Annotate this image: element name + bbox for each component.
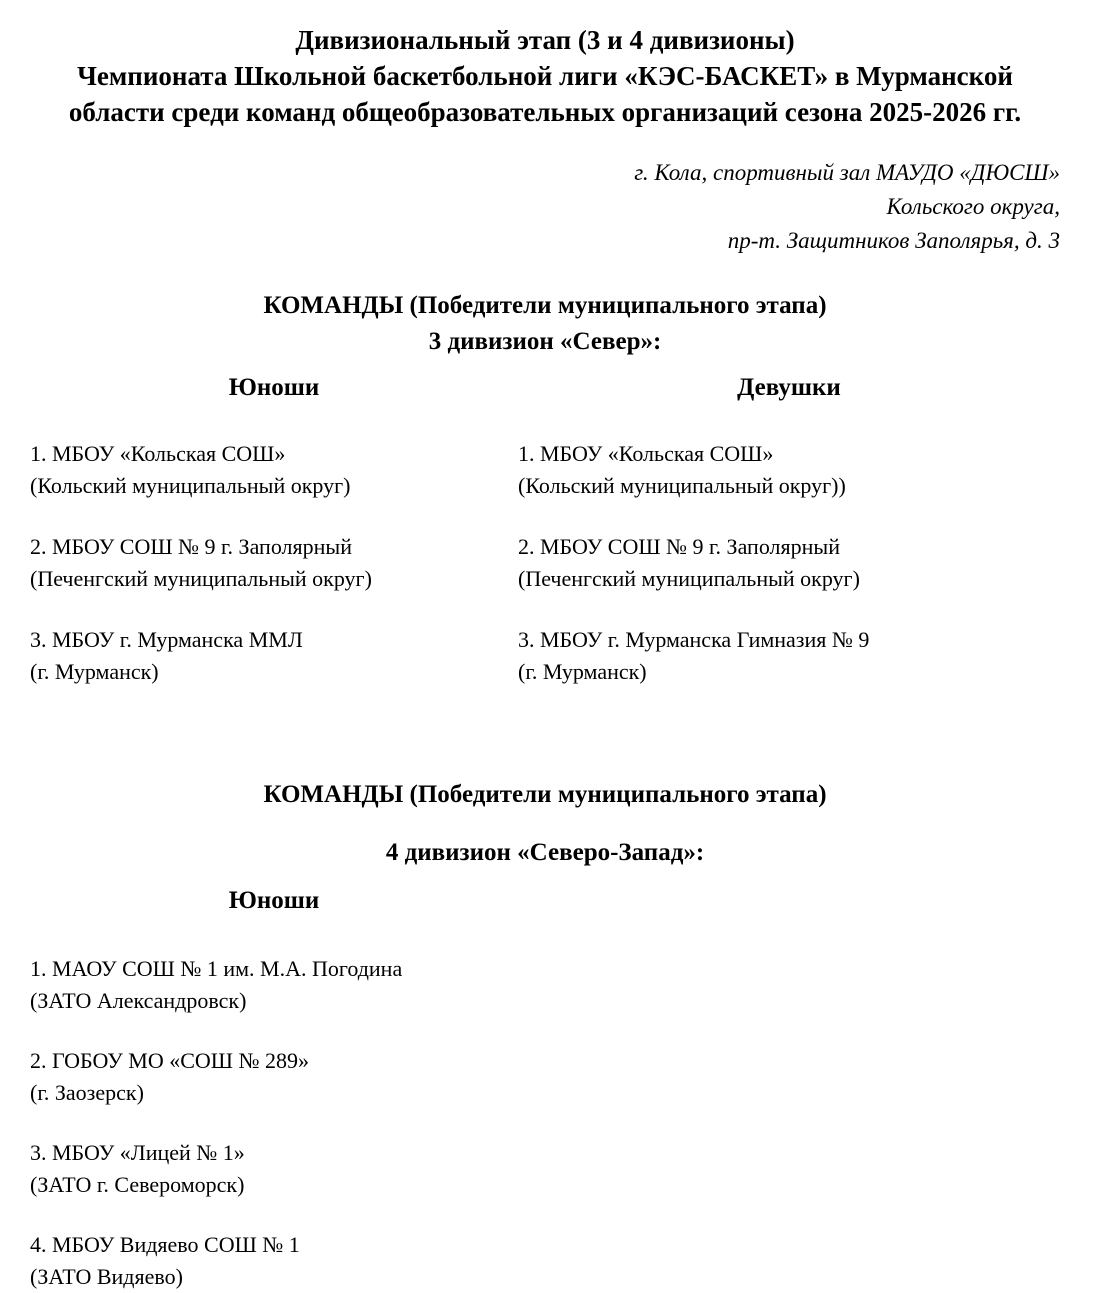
division-subheading: 3 дивизион «Север»: (428, 328, 662, 355)
team-entry (30, 1137, 1060, 1201)
team-location: (ЗАТО Видяево) (30, 1264, 183, 1289)
team-location: (ЗАТО Александровск) (30, 988, 247, 1013)
team-name: 3. МБОУ г. Мурманска Гимназия № 9 (518, 627, 870, 652)
team-location: (г. Мурманск) (30, 659, 159, 684)
document-title (30, 22, 1060, 130)
column-headers-row (30, 887, 1060, 915)
team-name: 1. МАОУ СОШ № 1 им. М.А. Погодина (30, 956, 403, 981)
team-location: (г. Мурманск) (518, 659, 647, 684)
team-name: 2. МБОУ СОШ № 9 г. Заполярный (518, 534, 840, 559)
team-name: 1. МБОУ «Кольская СОШ» (30, 441, 286, 466)
teams-columns (30, 438, 1060, 717)
section-heading: КОМАНДЫ (Победители муниципального этапа) (263, 292, 827, 319)
venue-line-3: пр-т. Защитников Заполярья, д. 3 (727, 228, 1060, 253)
team-name: 3. МБОУ г. Мурманска ММЛ (30, 627, 303, 652)
team-location: (Печенгский муниципальный округ) (30, 566, 372, 591)
venue-address (30, 156, 1060, 258)
title-line-1: Дивизиональный этап (3 и 4 дивизионы) (295, 25, 795, 55)
team-name: 1. МБОУ «Кольская СОШ» (518, 441, 774, 466)
team-location: (Печенгский муниципальный округ) (518, 566, 860, 591)
team-entry (30, 438, 518, 502)
boys-team-list (30, 953, 1060, 1293)
section-heading: КОМАНДЫ (Победители муниципального этапа) (263, 781, 827, 808)
boys-team-list (30, 438, 518, 717)
team-entry (30, 1045, 1060, 1109)
team-location: (Кольский муниципальный округ) (30, 473, 351, 498)
venue-line-2: Кольского округа, (886, 194, 1060, 219)
venue-line-1: г. Кола, спортивный зал МАУДО «ДЮСШ» (634, 160, 1060, 185)
section-division-3 (30, 288, 1060, 717)
column-header-boys: Юноши (228, 374, 320, 401)
section-division-4 (30, 777, 1060, 1293)
team-entry (518, 438, 1060, 502)
team-name: 2. ГОБОУ МО «СОШ № 289» (30, 1048, 309, 1073)
title-line-2: Чемпионата Школьной баскетбольной лиги «КЭС-БАСКЕТ» в Мурманской (77, 61, 1013, 91)
division-subheading: 4 дивизион «Северо-Запад»: (385, 839, 705, 866)
title-line-3: области среди команд общеобразовательных организаций сезона 2025-2026 гг. (68, 97, 1022, 127)
team-name: 3. МБОУ «Лицей № 1» (30, 1140, 245, 1165)
team-entry (30, 624, 518, 688)
column-header-boys: Юноши (228, 887, 320, 914)
team-entry (30, 531, 518, 595)
column-headers-row (30, 374, 1060, 402)
team-entry (30, 1229, 1060, 1293)
column-header-girls: Девушки (737, 374, 841, 401)
team-name: 4. МБОУ Видяево СОШ № 1 (30, 1232, 300, 1257)
team-location: (Кольский муниципальный округ)) (518, 473, 846, 498)
team-entry (518, 531, 1060, 595)
team-location: (г. Заозерск) (30, 1080, 144, 1105)
team-name: 2. МБОУ СОШ № 9 г. Заполярный (30, 534, 352, 559)
team-entry (518, 624, 1060, 688)
team-entry (30, 953, 1060, 1017)
team-location: (ЗАТО г. Североморск) (30, 1172, 245, 1197)
girls-team-list (518, 438, 1060, 717)
